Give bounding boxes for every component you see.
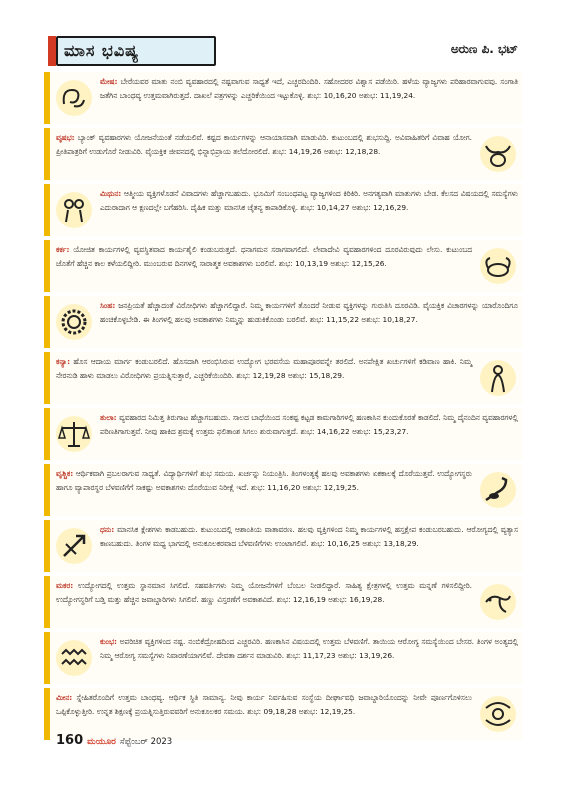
- water-bearer-icon: [54, 638, 94, 678]
- sign-text: ಸ್ನೇಹಿತರೊಂದಿಗೆ ಉತ್ತಮ ಬಾಂಧವ್ಯ. ಆರ್ಥಿಕ ಸ್ಥಿತಿ ಸಾಮಾನ್ಯ. ನೀವು ಕಾರ್ಯ ನಿರ್ವಹಿಸುವ ಸಂಸ್ಥೆಯ ದೀರ್ಘಾವಧಿ ಜವಾಬ್ದಾರಿಯೊಂದನ್ನು ನೀವೇ ಪೂರ್ಣಗೊಳಿಸಲು ಒಪ್ಪಿಕೊಳ್ಳುತ್ತೀರಿ. ಉನ್ನತ ಶಿಕ್ಷಣಕ್ಕೆ ಪ್ರಯತ್ನಿಸುತ್ತಿರುವವರಿಗೆ ಅನುಕೂಲಕರ ಸಮಯ.: [56, 693, 472, 716]
- maiden-icon: [478, 358, 518, 398]
- sign-lucky: ಶುಭ: 10,14,27 ಅಶುಭ: 12,16,29.: [300, 202, 409, 212]
- sign-text: ಆತ್ಮೀಯ ವ್ಯಕ್ತಿಗಳೊಡನೆ ವಿವಾದಗಳು ಹೆಚ್ಚಾಗಬಹುದು. ಭೂಮಿಗೆ ಸಂಬಂಧಪಟ್ಟ ವ್ಯಾಜ್ಯಗಳಿಂದ ಕಿರಿಕಿರಿ. ಅನಗತ್ಯವಾಗಿ ಮಾತುಗಳು ಬೇಡ. ಕೆಲಸದ ವಿಷಯದಲ್ಲಿ ಸಮಸ್ಯೆಗಳು ಎದುರಾದಾಗ ಆ ಕ್ಷಣದಲ್ಲೇ ಬಗೆಹರಿಸಿ. ದೈಹಿಕ ಮತ್ತು ಮಾನಸಿಕ ಚೈತನ್ಯ ಕಾಪಾಡಿಕೊಳ್ಳಿ.: [100, 189, 518, 212]
- sign-text: ಹೊಸ ಆದಾಯ ಮಾರ್ಗ ಕಂಡುಬರಲಿದೆ. ಹೊಸದಾಗಿ ಆರಂಭಿಸಿರುವ ಉದ್ಯೋಗ ಭರವಸೆಯ ಮಹಾಪೂರವನ್ನೇ ತರಲಿದೆ. ಅನಪೇಕ್ಷಿತ ಖರ್ಚುಗಳಿಗೆ ಕಡಿವಾಣ ಹಾಕಿ. ನಿಮ್ಮ ನೇರನುಡಿ ಹಾಳು ಮಾಡಲು ವಿರೋಧಿಗಳು ಪ್ರಯತ್ನಿಸುತ್ತಾರೆ, ಎಚ್ಚರಿಕೆಯಿಂದಿರಿ.: [56, 357, 472, 380]
- sign-sagittarius: [44, 520, 522, 572]
- sign-name: ಮಕರ:: [56, 581, 74, 590]
- sign-text: ಯೋಜಿತ ಕಾರ್ಯಗಳಲ್ಲಿ ವ್ಯವಸ್ಥಿತವಾದ ಕಾರ್ಯಶೈಲಿ ಕಂಡುಬರುತ್ತದೆ. ಧನಾಗಮನ ಸರಾಗವಾಗಲಿದೆ. ಲೇವಾದೇವಿ ವ್ಯವಹಾರಗಳಿಂದ ದೂರವಿರುವುದು ಲೇಸು. ಕುಟುಂಬದ ಜೊತೆಗೆ ಹೆಚ್ಚಿನ ಕಾಲ ಕಳೆಯಲಿದ್ದೀರಿ. ಮುಂಬರುವ ದಿನಗಳಲ್ಲಿ ಸಾರಾತ್ಮಕ ಅವಕಾಶಗಳು ಬರಲಿವೆ.: [56, 245, 472, 268]
- archer-icon: [54, 526, 94, 566]
- sign-text: ಬ್ಯಾಂಕ್ ವ್ಯವಹಾರಗಳು ಯೋಜನೆಯಂತೆ ನಡೆಯಲಿವೆ. ಕಷ್ಟದ ಕಾರ್ಯಗಳನ್ನು ಆನಾಯಾಸವಾಗಿ ಮಾಡುವಿರಿ. ಕುಟುಂಬದಲ್ಲಿ ಶುಭಸುದ್ದಿ. ಅವಿವಾಹಿತರಿಗೆ ವಿವಾಹ ಯೋಗ. ಪ್ರೀತಿಪಾತ್ರರಿಗೆ ಉಡುಗೊರೆ ನೀಡುವಿರಿ. ವೈಯಕ್ತಿಕ ಜೀವನದಲ್ಲಿ ಭಿನ್ನಾಭಿಪ್ರಾಯ ತಲೆದೋರಲಿದೆ.: [56, 133, 472, 156]
- page-footer: [56, 733, 172, 748]
- sign-aquarius: [44, 632, 522, 684]
- sign-leo: [44, 296, 522, 348]
- sign-name: ವೃಶ್ಚಿಕ:: [56, 469, 74, 478]
- sign-name: ತುಲಾ:: [100, 413, 117, 422]
- sign-capricorn: [44, 576, 522, 628]
- sign-text: ಮಾನಸಿಕ ಕ್ಲೇಶಗಳು ಕಾಡಬಹುದು. ಕುಟುಂಬದಲ್ಲಿ ಆಶಾಂತಿಯ ವಾತಾವರಣ. ಹಲವು ವ್ಯಕ್ತಿಗಳಿಂದ ನಿಮ್ಮ ಕಾರ್ಯಗಳಲ್ಲಿ ಹಸ್ತಕ್ಷೇಪ ಕಂಡುಬರಬಹುದು. ಆರೋಗ್ಯದಲ್ಲಿ ವ್ಯತ್ಯಾಸ ಕಾಣಬಹುದು. ತಿಂಗಳ ಮಧ್ಯ ಭಾಗದಲ್ಲಿ ಅನುಕೂಲಕರವಾದ ಬೆಳವಣಿಗೆಗಳು ಉಂಟಾಗಲಿವೆ.: [100, 525, 518, 548]
- title-box: [56, 36, 216, 66]
- sign-libra: [44, 408, 522, 460]
- goat-fish-icon: [478, 582, 518, 622]
- sign-name: ಮೇಷ:: [100, 77, 118, 86]
- sign-lucky: ಶುಭ: 10,13,19 ಅಶುಭ: 12,15,26.: [278, 258, 387, 268]
- page-title: ಮಾಸ ಭವಿಷ್ಯ: [64, 41, 140, 60]
- sign-name: ಕನ್ಯಾ:: [56, 357, 71, 366]
- sign-text: ಉದ್ಯೋಗದಲ್ಲಿ ಉತ್ತಮ ಸ್ಥಾನಮಾನ ಸಿಗಲಿದೆ. ಸಹವರ್ತಿಗಳು ನಿಮ್ಮ ಯೋಜನೆಗಳಿಗೆ ಬೆಂಬಲ ನೀಡಲಿದ್ದಾರೆ. ಸಾಹಿತ್ಯ ಕ್ಷೇತ್ರಗಳಲ್ಲಿ ಉತ್ತಮ ಮನ್ನಣೆ ಗಳಿಸಲಿದ್ದೀರಿ. ಉದ್ಯೋಗಸ್ಥರಿಗೆ ಬಡ್ತಿ ಮತ್ತು ಹೆಚ್ಚಿನ ಜವಾಬ್ದಾರಿಗಳು ಸಿಗಲಿವೆ. ಹಣ್ಣು ವಿಸ್ತರಣೆಗೆ ಅವಕಾಶವಿದೆ.: [56, 581, 472, 604]
- lion-icon: [54, 302, 94, 342]
- sign-name: ವೃಷಭ:: [56, 133, 75, 142]
- sign-lucky: ಶುಭ: 10,16,20 ಅಶುಭ: 11,19,24.: [307, 90, 416, 100]
- sign-scorpio: [44, 464, 522, 516]
- twins-icon: [54, 190, 94, 230]
- sign-text: ವ್ಯವಹಾರದ ನಿಮಿತ್ತ ತಿರುಗಾಟ ಹೆಚ್ಚಾಗಬಹುದು. ಸಾಲದ ಬಾಧೆಯಿಂದ ಸಂಕಷ್ಟ ಕಟ್ಟಡ ಕಾಮಗಾರಿಗಳಲ್ಲಿ ಹಣಕಾಸಿನ ಕುಂದುಕೊರತೆ ಕಾಡಲಿದೆ. ನಿಮ್ಮ ದೈನಂದಿನ ವ್ಯವಹಾರಗಳಲ್ಲಿ ಪರಿಣತಿಗಾಗುತ್ತವೆ. ನೀವು ಹಾಕಿದ ಶ್ರಮಕ್ಕೆ ಉತ್ತಮ ಫಲಿತಾಂಶ ಸಿಗಲು ಶುರುವಾಗುತ್ತದೆ.: [100, 413, 518, 436]
- horoscope-page: [44, 36, 522, 716]
- sign-taurus: [44, 128, 522, 180]
- sign-lucky: ಶುಭ: 12,19,28 ಅಶುಭ: 15,18,29.: [236, 370, 345, 380]
- page-header: [44, 36, 522, 66]
- sign-name: ಮಿಥುನ:: [100, 189, 122, 198]
- sign-lucky: ಶುಭ: 11,15,22 ಅಶುಭ: 10,18,27.: [309, 314, 418, 324]
- fish-icon: [478, 694, 518, 734]
- sign-name: ಕರ್ಕ:: [56, 245, 70, 254]
- sign-lucky: ಶುಭ: 10,16,25 ಅಶುಭ: 13,18,29.: [310, 538, 419, 548]
- author-name: ಅರುಣ ಪಿ. ಭಟ್: [450, 42, 518, 56]
- sign-lucky: ಶುಭ: 14,19,26 ಅಶುಭ: 12,18,28.: [272, 146, 381, 156]
- ram-icon: [54, 78, 94, 118]
- sign-lucky: ಶುಭ: 12,16,19 ಅಶುಭ: 16,19,28.: [276, 594, 385, 604]
- sign-text: ಜನಪ್ರಿಯತೆ ಹೆಚ್ಚಾದಂತೆ ವಿರೋಧಿಗಳು ಹೆಚ್ಚಾಗಲಿದ್ದಾರೆ. ನಿಮ್ಮ ಕಾರ್ಯಗಳಿಗೆ ತೊಂದರೆ ನೀಡುವ ವ್ಯಕ್ತಿಗಳನ್ನು ಗುರುತಿಸಿ ದೂರವಿಡಿ. ವೈಯಕ್ತಿಕ ವಿಚಾರಗಳನ್ನು ಯಾರೊಂದಿಗೂ ಹಂಚಿಕೊಳ್ಳಬೇಡಿ. ಈ ತಿಂಗಳಲ್ಲಿ ಹಲವು ಅವಕಾಶಗಳು ನಿಮ್ಮನ್ನು ಹುಡುಕಿಕೊಂಡು ಬರಲಿವೆ.: [100, 301, 518, 324]
- sign-cancer: [44, 240, 522, 292]
- sign-gemini: [44, 184, 522, 236]
- sign-text: ಅಪರಿಚಿತ ವ್ಯಕ್ತಿಗಳಿಂದ ನಷ್ಟ. ನಂಬಿಕೆದ್ರೋಹದಿಂದ ಎಚ್ಚರವಿರಿ. ಹಣಕಾಸಿನ ವಿಷಯದಲ್ಲಿ ಉತ್ತಮ ಬೆಳವಣಿಗೆ. ತಾಯಿಯ ಆರೋಗ್ಯ ಸಮಸ್ಯೆಯಿಂದ ಬೇಸರ. ತಿಂಗಳ ಅಂತ್ಯದಲ್ಲಿ ನಿಮ್ಮ ಆರೋಗ್ಯ ಸಮಸ್ಯೆಗಳು ನಿವಾರಣೆಯಾಗಲಿವೆ. ದೇವತಾ ದರ್ಶನ ಮಾಡುವಿರಿ.: [100, 637, 518, 660]
- scales-icon: [54, 414, 94, 454]
- sign-virgo: [44, 352, 522, 404]
- page-number: 160: [56, 733, 84, 748]
- sign-text: ಬೇರೆಯವರ ಮಾತು ನಂಬಿ ವ್ಯವಹಾರದಲ್ಲಿ ನಷ್ಟವಾಗುವ ಸಾಧ್ಯತೆ ಇದೆ, ಎಚ್ಚರದಿಂದಿರಿ. ಸಹೋದರರ ವಿಶ್ವಾಸ ಪಡೆಯಿರಿ. ಹಳೆಯ ವ್ಯಾಜ್ಯಗಳು ಪರಿಹಾರವಾಗುವವು. ಸಂಗಾತಿ ಜತೆಗಿನ ಬಾಂಧವ್ಯ ಉತ್ತಮವಾಗಿರುತ್ತದೆ. ದಾಖಲೆ ಪತ್ರಗಳನ್ನು ಎಚ್ಚರಿಕೆಯಿಂದ ಇಟ್ಟುಕೊಳ್ಳಿ.: [100, 77, 518, 100]
- sign-name: ಮೀನ:: [56, 693, 73, 702]
- sign-list: [44, 72, 522, 744]
- sign-name: ಸಿಂಹ:: [100, 301, 116, 310]
- sign-aries: [44, 72, 522, 124]
- sign-lucky: ಶುಭ: 11,16,20 ಅಶುಭ: 12,19,25.: [251, 482, 359, 492]
- sign-text: ಆರ್ಥಿಕವಾಗಿ ಪ್ರಬಲರಾಗುವ ಸಾಧ್ಯತೆ. ವಿದ್ಯಾರ್ಥಿಗಳಿಗೆ ಶುಭ ಸಮಯ. ಖರ್ಚನ್ನು ನಿಯಂತ್ರಿಸಿ. ತಿಂಗಳಂತ್ಯಕ್ಕೆ ಹಲವು ಅವಕಾಶಗಳು ಏಕಕಾಲಕ್ಕೆ ದೊರೆಯುತ್ತವೆ. ಉದ್ಯೋಗಸ್ಥರು ಹಾಗೂ ವ್ಯಾಪಾರಸ್ಥರ ಬೆಳವಣಿಗೆಗೆ ಸಾಕಷ್ಟು ಅವಕಾಶಗಳು ದೊರೆಯುವ ನಿರೀಕ್ಷೆ ಇದೆ.: [56, 469, 472, 492]
- magazine-name: ಮಯೂರ: [87, 737, 116, 747]
- sign-lucky: ಶುಭ: 14,16,22 ಅಶುಭ: 15,23,27.: [300, 426, 409, 436]
- bull-icon: [478, 134, 518, 174]
- scorpion-icon: [478, 470, 518, 510]
- sign-lucky: ಶುಭ: 09,18,28 ಅಶುಭ: 12,19,25.: [247, 706, 356, 716]
- sign-name: ಕುಂಭ:: [100, 637, 117, 646]
- sign-name: ಧನು:: [100, 525, 115, 534]
- crab-icon: [478, 246, 518, 286]
- sign-lucky: ಶುಭ: 11,17,23 ಅಶುಭ: 13,19,26.: [286, 650, 395, 660]
- issue-date: ಸೆಪ್ಟೆಂಬರ್ 2023: [119, 737, 173, 747]
